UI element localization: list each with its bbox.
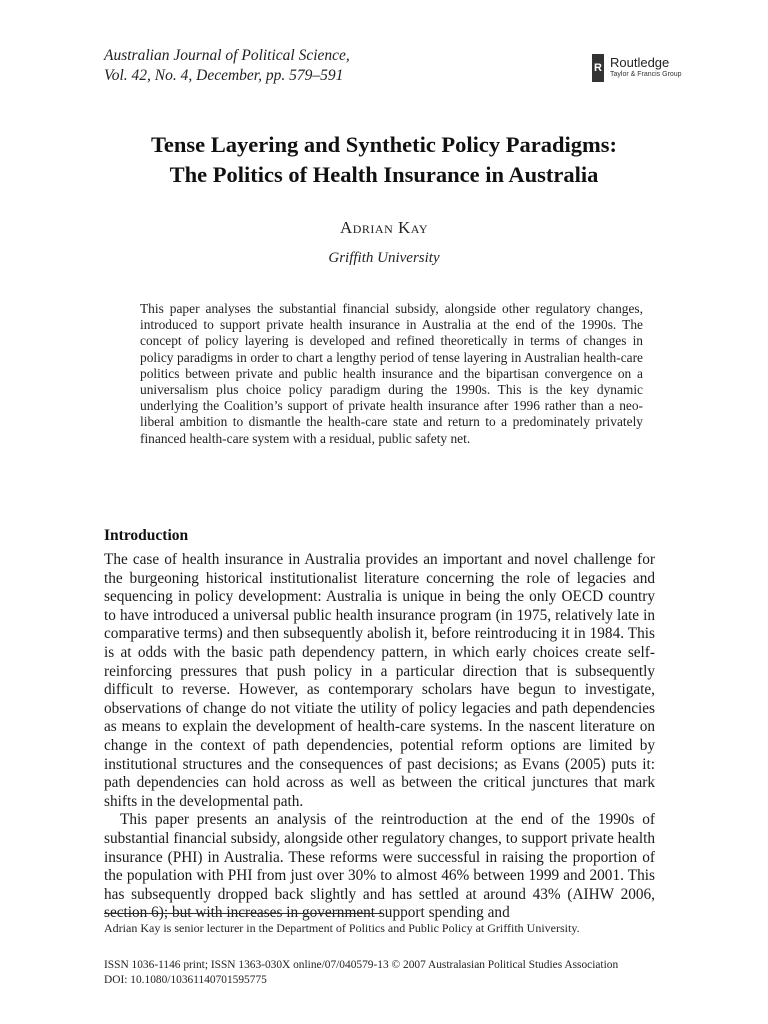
issn-line: ISSN 1036-1146 print; ISSN 1363-030X online/07/040579-13 © 2007 Australasian Political Studies Association <box>104 959 619 971</box>
article-title <box>60 130 708 190</box>
routledge-r-logo-icon: R <box>592 54 604 82</box>
introduction-body <box>104 551 655 923</box>
author-affiliation: Griffith University <box>328 250 440 266</box>
title-line-2: The Politics of Health Insurance in Australia <box>169 162 599 187</box>
intro-paragraph-1: The case of health insurance in Australia provides an important and novel challenge for the burgeoning historical institutionalist literature concerning the role of legacies and sequencing in policy development: Australia is unique in being the only OECD country to have introduced a universal public health insurance program (in 1975, relatively late in comparative terms) and then subsequently abolish it, before reintroducing it in 1984. This is at odds with the basic path dependency pattern, in which early choices create self-reinforcing pressures that push policy in a particular direction that is subsequently difficult to reverse. However, as contemporary scholars have begun to investigate, observations of change do not vitiate the utility of policy legacies and path dependencies as means to explain the development of health-care systems. In the nascent literature on change in the context of path dependencies, potential reform options are limited by institutional structures and the consequences of past decisions; as Evans (2005) puts it: path dependencies can hold across as well as between the critical junctures that mark shifts in the developmental path. <box>104 551 655 810</box>
journal-name-line: Australian Journal of Political Science, <box>104 47 350 64</box>
intro-paragraph-2: This paper presents an analysis of the reintroduction at the end of the 1990s of substantial financial subsidy, alongside other regulatory changes, to support private health insurance (PHI) in Australia. These reforms were successful in raising the proportion of the population with PHI from just over 30% to almost 46% between 1999 and 2001. This has subsequently dropped back slightly and has settled at around 43% (AIHW 2006, section 6); but with increases in government support spending and <box>104 811 655 922</box>
doi-line: DOI: 10.1080/10361140701595775 <box>104 974 267 986</box>
section-heading-introduction: Introduction <box>104 527 189 544</box>
publisher-name: Routledge <box>610 55 670 70</box>
publisher-logo <box>592 54 712 84</box>
title-line-1: Tense Layering and Synthetic Policy Paradigms: <box>150 132 618 157</box>
journal-citation <box>104 46 350 86</box>
author-name: Adrian Kay <box>339 218 429 237</box>
journal-volume-line: Vol. 42, No. 4, December, pp. 579–591 <box>104 67 344 84</box>
author-footnote: Adrian Kay is senior lecturer in the Department of Politics and Public Policy at Griffith University. <box>104 921 580 935</box>
footnote-divider <box>104 913 382 914</box>
abstract: This paper analyses the substantial financial subsidy, alongside other regulatory changes, introduced to support private health insurance in Australia at the end of the 1990s. The concept of policy layering is developed and refined theoretically in terms of changes in policy paradigms in order to chart a lengthy period of tense layering in Australian health-care politics between private and public health insurance and the bipartisan convergence on a universalism plus choice policy paradigm during the 1990s. This is the key dynamic underlying the Coalition’s support of private health insurance after 1996 rather than a neo-liberal ambition to dismantle the health-care state and return to a predominately privately financed health-care system with a residual, public safety net. <box>140 301 643 446</box>
publisher-group: Taylor & Francis Group <box>610 71 682 78</box>
publication-info <box>104 958 684 988</box>
